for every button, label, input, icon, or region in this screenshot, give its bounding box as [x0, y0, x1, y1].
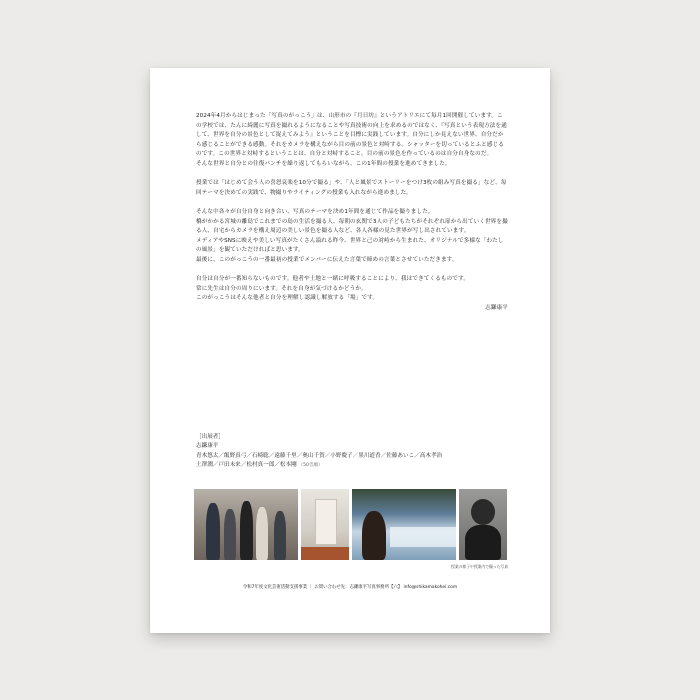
paragraph-works-4: 最後に、このがっこうの一番最初の授業でメンバーに伝えた言葉で締めの言葉とさせていただきます。 — [196, 256, 458, 263]
credits-teacher: 志鎌康平 — [196, 443, 219, 450]
paragraph-works-2: 橋がかかる宮城の離島でこれまでの島の生活を撮る人、毎朝の玄関で3人の子どもたちがそれぞれ扉から出ていく世界を撮る人、自宅からカメラを構え周辺の美しい景色を撮る人など、各人各様の見た世界が写し出されています。 — [196, 218, 508, 235]
photo-portrait-man — [459, 489, 507, 560]
credits-heading: ［出展者］ — [196, 434, 224, 440]
paragraph-intro: 2024年4月からはじまった「写真のがっこう」は、山形市の『月日坊』というアトリエにて毎月1回開催しています。この学校では、たんに綺麗に写真を撮れるようになることや写真技術の向上を求めるのではなく、『写真という表現方法を通して、世界を自分の景色として捉えてみよう』ということを目標に実践しています。自分にしか見えない世界、自分だから感じることができる感動。それをカメラを構えながら目の前の景色と対峙する。シャッターを切っているとふと感じるのです。この世界と対峙するということは、自分と対峙すること。目の前の景色を作っているのは自分自身なのだ。 — [196, 113, 507, 158]
photo-caption: 授業の様子や授業内で撮った写真 — [451, 564, 508, 569]
credits-line-2 — [196, 461, 508, 470]
paragraph-works-3: メディアやSNSに映えや美しい写真がたくさん溢れる昨今、世界と己の対峙から生まれた、オリジナルで多様な「わたしの風景」を観ていただければと思います。 — [196, 237, 504, 254]
paragraph-closing-3: このがっこうはそんな他者と自分を理解し認識し解放する「場」です。 — [196, 295, 379, 302]
credits-line-1: 青木悠太／飯野真弓／石崎聡／遠藤千里／奥山千賀／小野慶子／黒川道香／佐藤あいこ／高木孝治 — [196, 452, 443, 459]
paragraph-gap — [196, 266, 508, 276]
photo-river-landscape — [352, 489, 456, 560]
paragraph-works-1: そんな中各々が自分自身と向き合い、写真のテーマを決め1年間を通じて作品を撮りました。 — [196, 208, 434, 215]
exhibitor-credits — [196, 433, 508, 471]
photo-strip — [194, 489, 507, 560]
document-page — [150, 68, 550, 633]
paragraph-gap — [196, 170, 508, 180]
signature: 志鎌康平 — [485, 304, 508, 311]
photo-portrait-room — [301, 489, 349, 560]
paragraph-lessons: 授業では「はじめて会う人の喜怒哀楽を10分で撮る」や、「人と風景でストーリーをつけ3枚の組み写真を撮る」など、毎回テーマを決めての実践で、物撮りやライティングの授業も入れながら進めました。 — [196, 180, 507, 196]
paragraph-closing-1: 自分は自分が一番知らないものです。他者や土地と一緒に呼吸することにより、我はできてくるものです。 — [196, 276, 469, 283]
footer-contact: 令和7年度文化芸術活動支援事業 ｜ お問い合わせ先：志鎌康平写真事務所【六】 info@shikamakohei.com — [242, 585, 458, 590]
credits-line-2-names: 土澤潤／戸田未来／松村真一郎／松本剛 — [196, 462, 297, 469]
body-text — [196, 112, 508, 313]
credits-order-note: （50音順） — [298, 463, 323, 469]
photo-class-group — [194, 489, 298, 560]
paragraph-intro-end: そんな世界と自分との往復パンチを繰り返してもらいながら、この1年間の授業を進めてきました。 — [196, 160, 451, 167]
paragraph-closing-2: 常に先生は自分の周りにいます。それを自身が気づけるかどうか。 — [196, 285, 367, 292]
paragraph-gap — [196, 198, 508, 208]
